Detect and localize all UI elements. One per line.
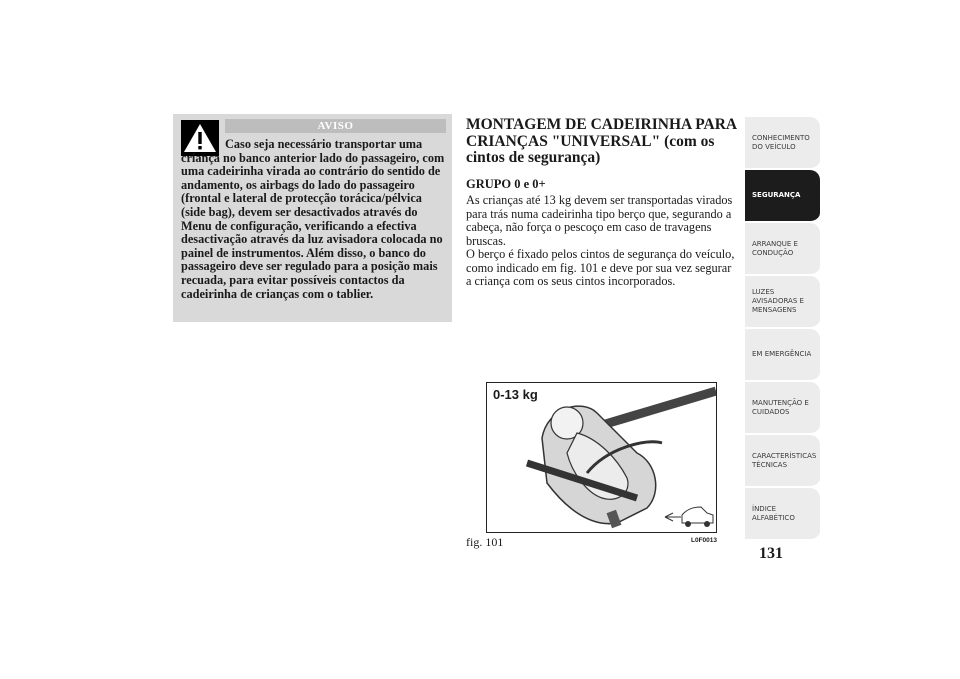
page-number: 131 [759, 545, 783, 562]
paragraph-1: As crianças até 13 kg devem ser transportadas virados para trás numa cadeirinha tipo berço que, segurando a cabeça, não força o pescoço em caso de travagens bruscas. [466, 193, 733, 248]
warning-header: AVISO [225, 119, 446, 133]
chapter-nav [745, 117, 820, 541]
tab-label: AVISADORAS E [752, 297, 804, 305]
tab-arranque-e-conducao[interactable] [745, 223, 820, 276]
tab-luzes-avisadoras[interactable] [745, 276, 820, 329]
tab-label: SEGURANÇA [752, 191, 801, 199]
tab-indice-alfabetico[interactable] [745, 488, 820, 541]
paragraph-2: O berço é fixado pelos cintos de segurança do veículo, como indicado em fig. 101 e deve por sua vez segurar a criança com os seus cintos incorporados. [466, 247, 735, 289]
tab-label: ALFABÉTICO [752, 513, 795, 522]
tab-manutencao-e-cuidados[interactable] [745, 382, 820, 435]
tab-seguranca[interactable] [745, 170, 820, 223]
tab-label: DO VEÍCULO [752, 142, 796, 151]
section-title: MONTAGEM DE CADEIRINHA PARA CRIANÇAS "UNIVERSAL" (com os cintos de segurança) [466, 116, 737, 166]
figure-101 [486, 382, 717, 533]
group-label: GRUPO 0 e 0+ [466, 177, 546, 191]
tab-label: CUIDADOS [752, 407, 790, 416]
figure-weight-label: 0-13 kg [493, 387, 538, 402]
tab-caracteristicas-tecnicas[interactable] [745, 435, 820, 488]
figure-caption: fig. 101 [466, 535, 504, 549]
tab-label: CONDUÇÃO [752, 248, 794, 257]
tab-label: MENSAGENS [752, 306, 797, 314]
tab-label: CONHECIMENTO [752, 133, 810, 142]
tab-label: CARACTERÍSTICAS [752, 451, 817, 460]
tab-label: EM EMERGÊNCIA [752, 350, 812, 358]
tab-label: MANUTENÇÃO E [752, 398, 809, 407]
tab-label: TÉCNICAS [752, 460, 788, 469]
warning-body: Caso seja necessário transportar uma criança no banco anterior lado do passageiro, com uma cadeirinha virada ao contrário do sentido de andamento, os airbags do lado do passageiro (frontal e lateral de protecção torácica/pélvica (side bag), devem ser desactivados através do Menu de configuração, verificando a efectiva desactivação através da luz avisadora colocada no painel de instrumentos. Além disso, o banco do passageiro deve ser regulado para a posição mais recuada, para evitar possíveis contactos da cadeirinha de crianças com o tablier. [181, 137, 445, 301]
tab-label: LUZES [752, 288, 775, 296]
tab-em-emergencia[interactable] [745, 329, 820, 382]
child-seat-illustration [487, 383, 716, 532]
figure-code: L0F0013 [691, 537, 718, 544]
tab-conhecimento-do-veiculo[interactable] [745, 117, 820, 170]
tab-label: ARRANQUE E [752, 239, 798, 248]
tab-label: ÍNDICE [752, 504, 777, 513]
warning-box [173, 114, 452, 322]
